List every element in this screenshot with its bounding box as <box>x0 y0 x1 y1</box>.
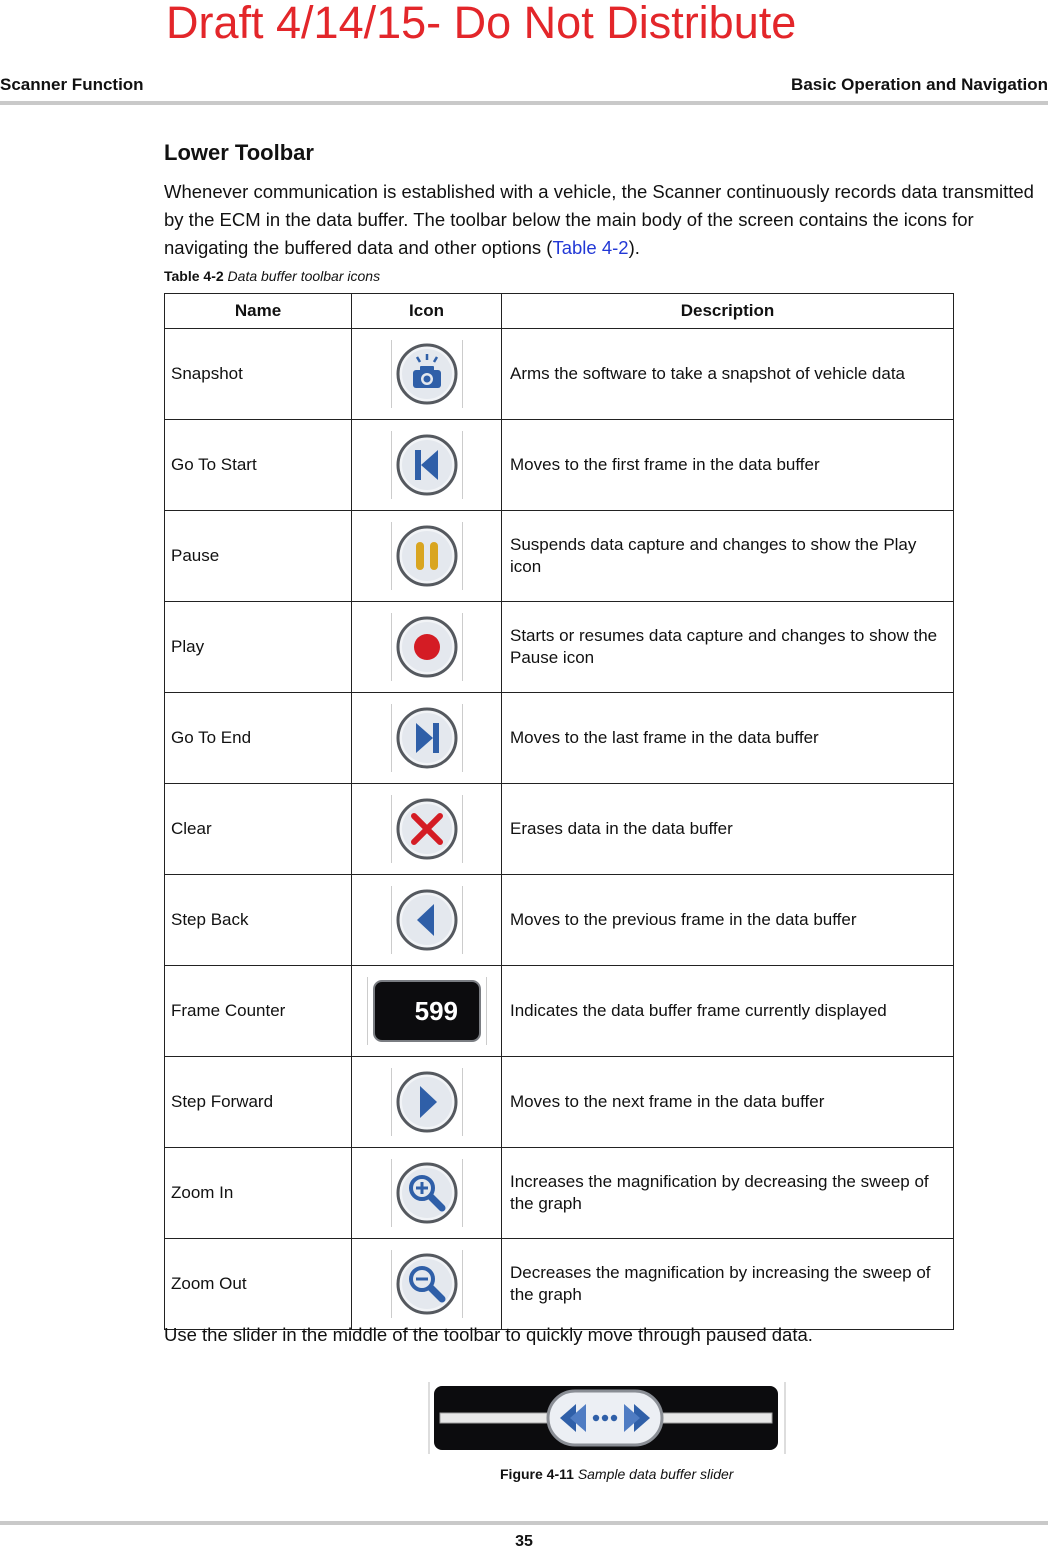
table-row <box>165 784 954 875</box>
header-rule <box>0 101 1048 105</box>
row-name: Snapshot <box>165 329 352 420</box>
page-number: 35 <box>515 1533 533 1550</box>
row-description: Moves to the first frame in the data buffer <box>502 420 954 511</box>
row-name: Step Back <box>165 875 352 966</box>
row-name: Go To Start <box>165 420 352 511</box>
zoom-out-icon <box>391 1250 463 1318</box>
row-name: Zoom Out <box>165 1239 352 1330</box>
zoom-in-icon <box>391 1159 463 1227</box>
toolbar-icons-table <box>164 293 954 1330</box>
row-name: Step Forward <box>165 1057 352 1148</box>
row-description: Moves to the next frame in the data buffer <box>502 1057 954 1148</box>
row-description: Arms the software to take a snapshot of vehicle data <box>502 329 954 420</box>
record-icon <box>391 613 463 681</box>
header-chapter: Scanner Function <box>0 75 144 94</box>
row-description: Decreases the magnification by increasing the sweep of the graph <box>502 1239 954 1330</box>
table-header-row <box>165 294 954 329</box>
row-name: Frame Counter <box>165 966 352 1057</box>
row-description: Indicates the data buffer frame currently displayed <box>502 966 954 1057</box>
column-header-description: Description <box>502 294 954 329</box>
table-caption-title: Data buffer toolbar icons <box>227 268 381 284</box>
table-row <box>165 693 954 784</box>
row-description: Increases the magnification by decreasing the sweep of the graph <box>502 1148 954 1239</box>
row-name: Zoom In <box>165 1148 352 1239</box>
draft-watermark: Draft 4/14/15- Do Not Distribute <box>166 0 797 48</box>
intro-paragraph <box>164 178 1048 262</box>
section-title: Lower Toolbar <box>164 140 314 165</box>
clear-x-icon <box>391 795 463 863</box>
frame-counter-icon <box>367 977 487 1045</box>
step-back-icon <box>391 886 463 954</box>
intro-text: Whenever communication is established with a vehicle, the Scanner continuously records data transmitted by the ECM in the data buffer. The toolbar below the main body of the screen contains the icons for navigating the buffered data and other options ( <box>164 181 1034 258</box>
table-row <box>165 875 954 966</box>
table-caption <box>164 268 380 284</box>
row-description: Moves to the previous frame in the data buffer <box>502 875 954 966</box>
row-description: Suspends data capture and changes to show the Play icon <box>502 511 954 602</box>
row-description: Moves to the last frame in the data buffer <box>502 693 954 784</box>
pause-icon <box>391 522 463 590</box>
table-row <box>165 420 954 511</box>
column-header-name: Name <box>165 294 352 329</box>
camera-icon <box>391 340 463 408</box>
row-description: Starts or resumes data capture and changes to show the Pause icon <box>502 602 954 693</box>
row-name: Pause <box>165 511 352 602</box>
table-row <box>165 1148 954 1239</box>
table-row <box>165 511 954 602</box>
header-section: Basic Operation and Navigation <box>791 75 1048 94</box>
table-row <box>165 1057 954 1148</box>
table-row <box>165 602 954 693</box>
skip-end-icon <box>391 704 463 772</box>
slider-paragraph: Use the slider in the middle of the toolbar to quickly move through paused data. <box>164 1324 813 1345</box>
row-name: Play <box>165 602 352 693</box>
step-forward-icon <box>391 1068 463 1136</box>
row-description: Erases data in the data buffer <box>502 784 954 875</box>
column-header-icon: Icon <box>352 294 502 329</box>
footer-rule <box>0 1521 1048 1525</box>
table-xref-link[interactable]: Table 4-2 <box>552 237 629 258</box>
row-name: Clear <box>165 784 352 875</box>
data-buffer-slider-figure <box>428 1380 786 1461</box>
row-name: Go To End <box>165 693 352 784</box>
table-row <box>165 966 954 1057</box>
table-caption-label: Table 4-2 <box>164 268 224 284</box>
figure-caption-title: Sample data buffer slider <box>577 1466 734 1482</box>
table-row <box>165 1239 954 1330</box>
intro-text-end: ). <box>628 237 640 258</box>
figure-caption <box>500 1466 733 1482</box>
figure-caption-label: Figure 4-11 <box>500 1466 574 1482</box>
frame-counter-value: 599 <box>414 996 458 1026</box>
table-row <box>165 329 954 420</box>
skip-start-icon <box>391 431 463 499</box>
